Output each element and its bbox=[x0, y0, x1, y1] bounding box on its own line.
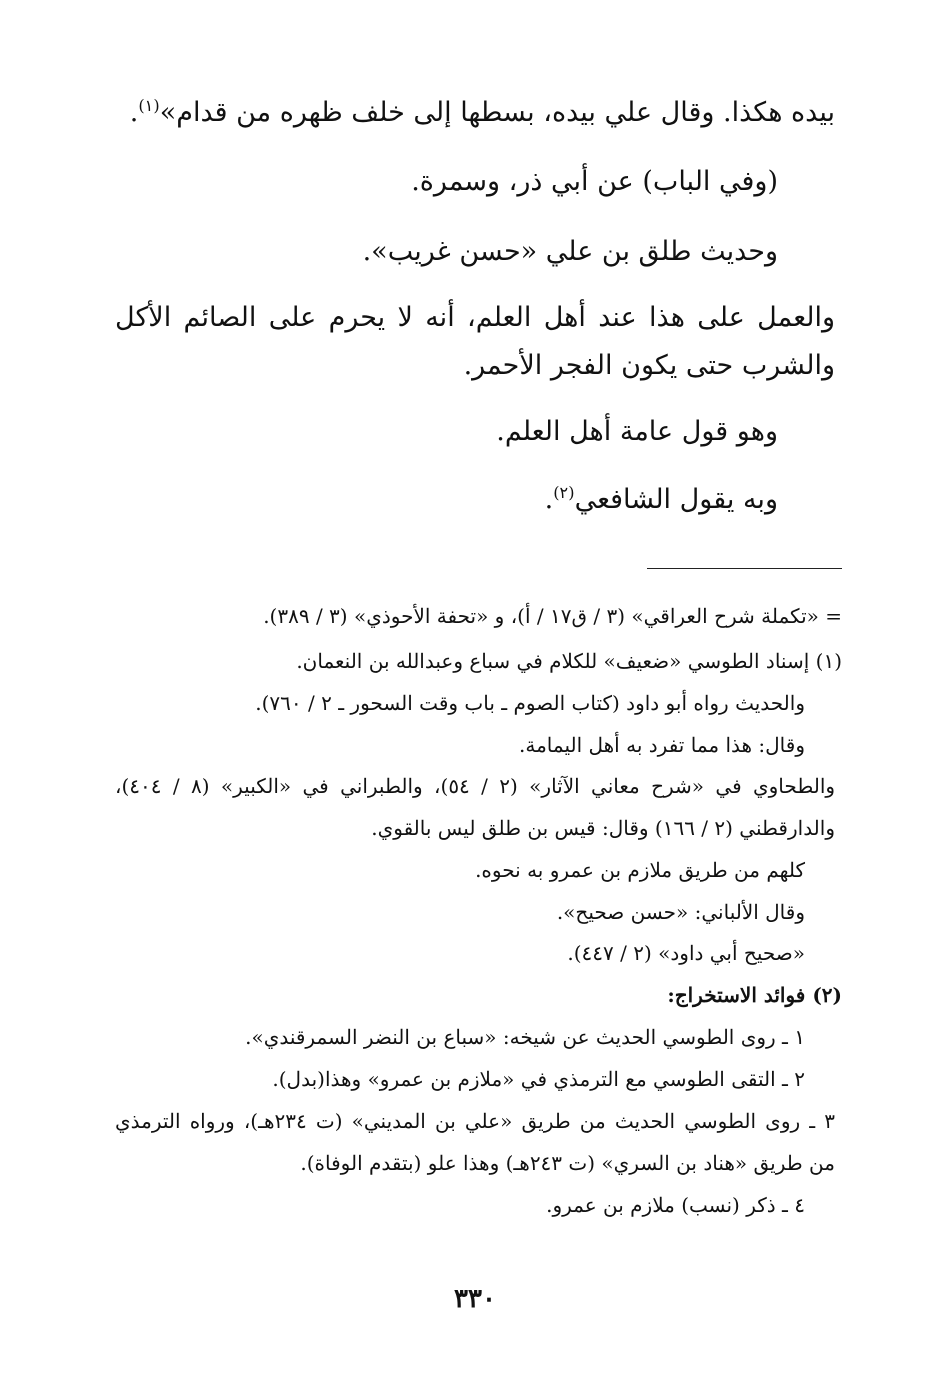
main-line-7-end: . bbox=[544, 484, 554, 515]
main-line-5: والشرب حتى يكون الفجر الأحمر. bbox=[463, 350, 835, 381]
main-line-1 bbox=[115, 98, 835, 126]
footnote-ref-2: (٢) bbox=[553, 483, 575, 502]
page-number: ٣٣٠ bbox=[454, 1284, 496, 1314]
main-line-4: والعمل على هذا عند أهل العلم، أنه لا يحرم على الصائم الأكل bbox=[115, 302, 835, 333]
footnote-1-line-2: والحديث رواه أبو داود (كتاب الصوم ـ باب وقت السحور ـ ٢ / ٧٦٠). bbox=[255, 691, 805, 715]
main-line-1-end: . bbox=[129, 97, 139, 128]
main-line-2: (وفي الباب) عن أبي ذر، وسمرة. bbox=[411, 166, 778, 197]
footnote-continuation: = «تكملة شرح العراقي» (٣ / ق١٧ / أ)، و «تحفة الأحوذي» (٣ / ٣٨٩). bbox=[263, 604, 842, 628]
footnote-2-item-3: ٣ ـ روى الطوسي الحديث من طريق «علي بن المديني» (ت ٢٣٤هـ)، ورواه الترمذي bbox=[115, 1109, 835, 1133]
footnote-1-line-4: والطحاوي في «شرح معاني الآثار» (٢ / ٥٤)، والطبراني في «الكبير» (٨ / ٤٠٤)، bbox=[115, 774, 836, 798]
footnote-2-item-3-cont: من طريق «هناد بن السري» (ت ٢٤٣هـ) وهذا علو (بتقدم الوفاة). bbox=[300, 1151, 835, 1175]
footnote-1-line-8: «صحيح أبي داود» (٢ / ٤٤٧). bbox=[567, 941, 805, 965]
footnote-divider bbox=[647, 568, 842, 569]
footnote-1: (١) إسناد الطوسي «ضعيف» للكلام في سباع وعبدالله بن النعمان. bbox=[296, 649, 842, 673]
footnote-1-line-5: والدارقطني (٢ / ١٦٦) وقال: قيس بن طلق ليس بالقوي. bbox=[371, 816, 835, 840]
footnote-1-line-6: كلهم من طريق ملازم بن عمرو به نحوه. bbox=[475, 858, 805, 882]
footnote-2-item-1: ١ ـ روى الطوسي الحديث عن شيخه: «سباع بن النضر السمرقندي». bbox=[245, 1025, 805, 1049]
footnote-2-heading: (٢) فوائد الاستخراج: bbox=[667, 983, 842, 1007]
footnote-ref-1: (١) bbox=[138, 96, 160, 115]
main-line-6: وهو قول عامة أهل العلم. bbox=[496, 416, 778, 447]
main-line-3: وحديث طلق بن علي «حسن غريب». bbox=[362, 236, 778, 267]
footnote-1-line-7: وقال الألباني: «حسن صحيح». bbox=[556, 900, 805, 924]
main-line-7-text: وبه يقول الشافعي bbox=[574, 484, 778, 515]
main-line-7 bbox=[58, 485, 778, 513]
footnote-1-line-3: وقال: هذا مما تفرد به أهل اليمامة. bbox=[519, 733, 805, 757]
footnote-2-item-2: ٢ ـ التقى الطوسي مع الترمذي في «ملازم بن عمرو» وهذا(بدل). bbox=[272, 1067, 805, 1091]
main-line-1-text: بيده هكذا. وقال علي بيده، بسطها إلى خلف ظهره من قدام» bbox=[159, 97, 835, 128]
footnote-2-item-4: ٤ ـ ذكر (نسب) ملازم بن عمرو. bbox=[546, 1193, 805, 1217]
